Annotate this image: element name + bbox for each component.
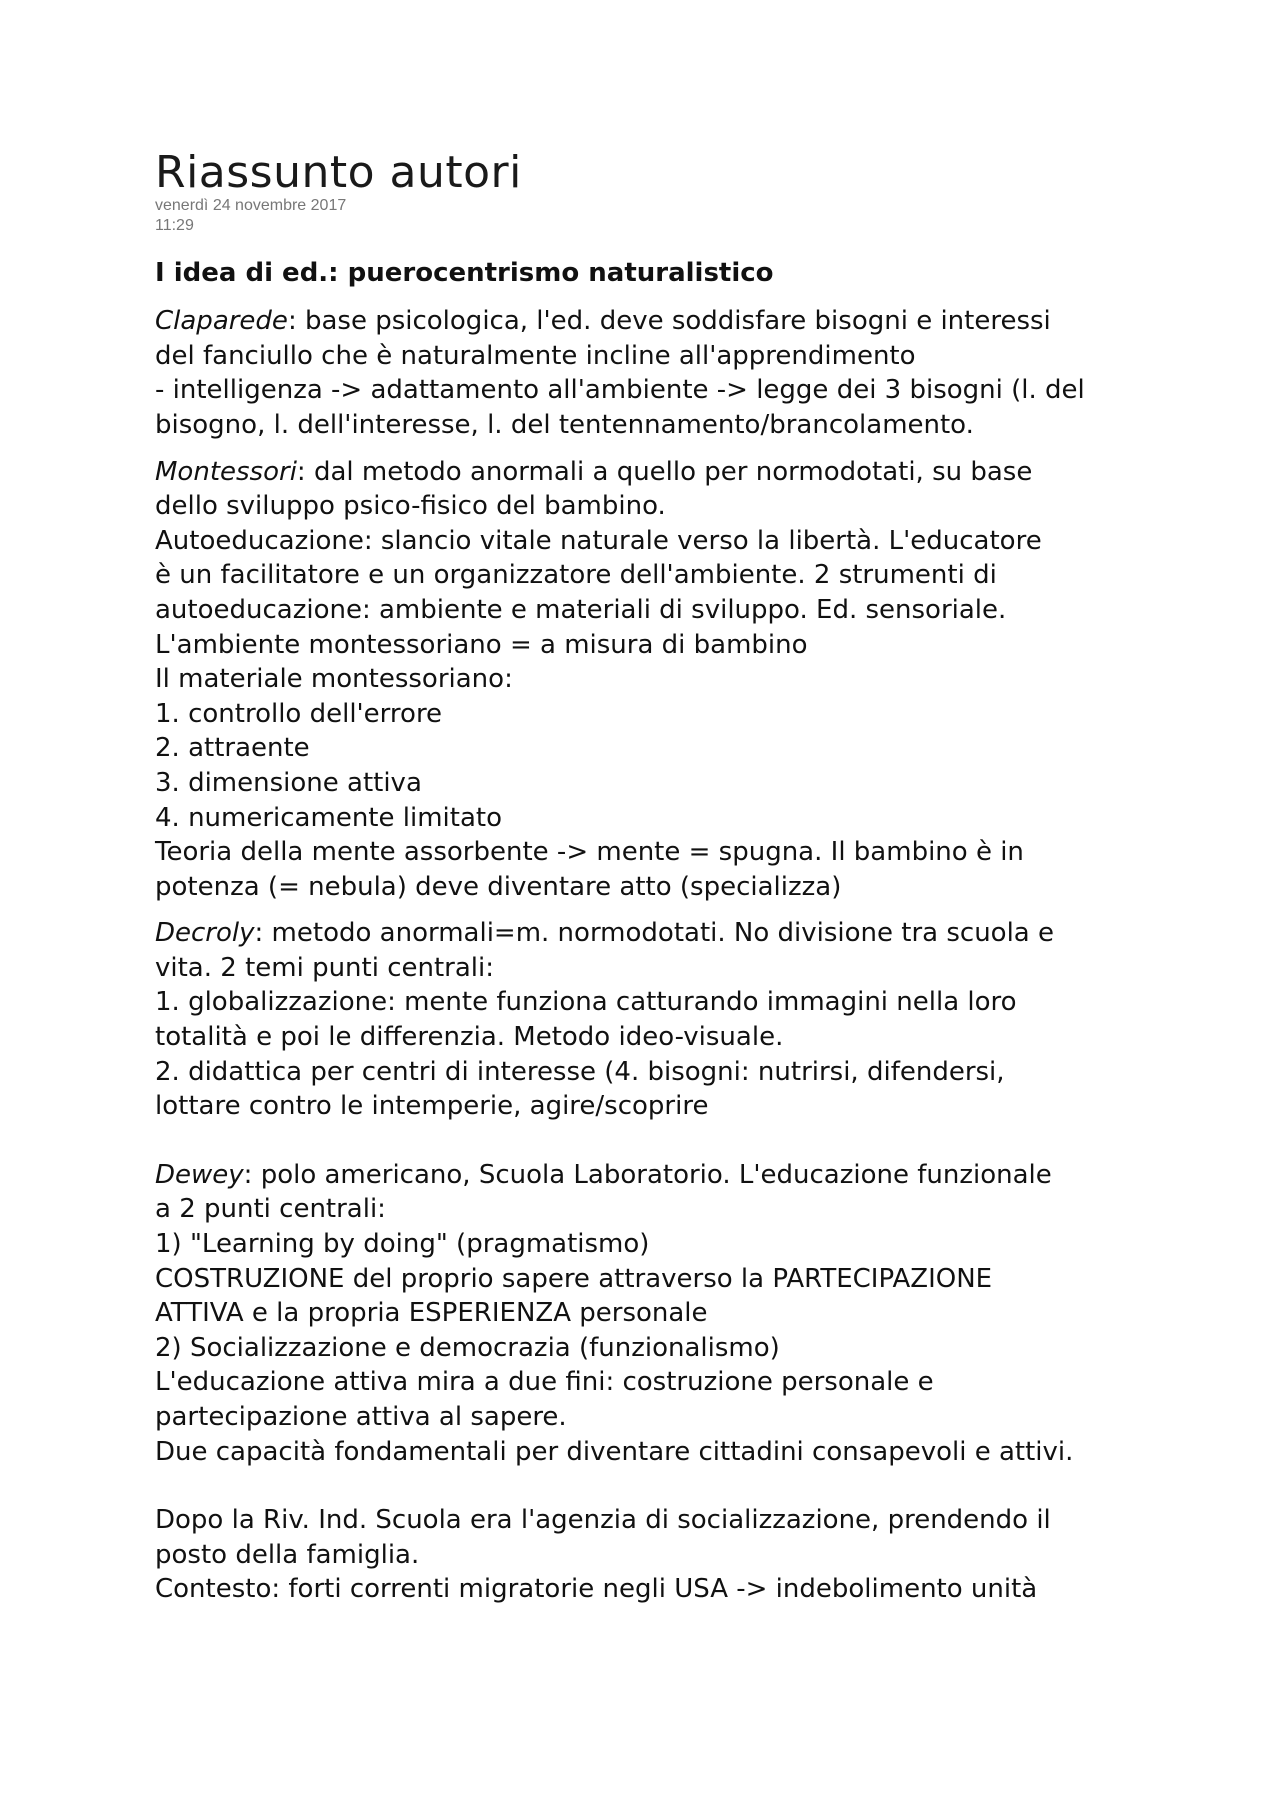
text-line (155, 916, 1155, 951)
text-line (155, 455, 1155, 490)
text-line (155, 304, 1155, 339)
text-span: : metodo anormali=m. normodotati. No divisione tra scuola e (254, 918, 1054, 949)
text-line: partecipazione attiva al sapere. (155, 1402, 567, 1432)
blank-line (155, 1124, 1155, 1158)
text-line: è un facilitatore e un organizzatore dell'ambiente. 2 strumenti di (155, 560, 997, 591)
text-line: Il materiale montessoriano: (155, 664, 513, 695)
text-line: L'ambiente montessoriano = a misura di bambino (155, 629, 808, 660)
text-line: totalità e poi le differenzia. Metodo ideo-visuale. (155, 1022, 784, 1053)
list-item: 1) "Learning by doing" (pragmatismo) (155, 1229, 650, 1260)
text-line: vita. 2 temi punti centrali: (155, 952, 495, 983)
page-title: Riassunto autori (155, 147, 522, 198)
text-span: : base psicologica, l'ed. deve soddisfare bisogni e interessi (287, 306, 1051, 337)
list-item: 1. controllo dell'errore (155, 698, 443, 729)
page-date: venerdì 24 novembre 2017 (155, 197, 347, 215)
text-line: dello sviluppo psico-fisico del bambino. (155, 491, 666, 522)
text-line (155, 1158, 1155, 1193)
author-name: Decroly (155, 918, 255, 949)
text-span: : dal metodo anormali a quello per normodotati, su base (296, 456, 1033, 487)
text-line: COSTRUZIONE del proprio sapere attraverso la PARTECIPAZIONE (155, 1263, 993, 1294)
text-line: a 2 punti centrali: (155, 1194, 386, 1225)
paragraph-montessori (155, 455, 1155, 905)
author-name: Montessori (155, 456, 297, 487)
text-line: Due capacità fondamentali per diventare cittadini consapevoli e attivi. (155, 1436, 1074, 1467)
text-line: L'educazione attiva mira a due fini: costruzione personale e (155, 1367, 934, 1398)
text-line: ATTIVA e la propria ESPERIENZA personale (155, 1298, 708, 1329)
text-line: Autoeducazione: slancio vitale naturale verso la libertà. L'educatore (155, 525, 1042, 556)
text-line: del fanciullo che è naturalmente incline all'apprendimento (155, 340, 916, 371)
blank-line (155, 1469, 1155, 1503)
list-item: 3. dimensione attiva (155, 767, 422, 798)
author-name: Claparede (155, 306, 288, 337)
list-item: 2. didattica per centri di interesse (4. bisogni: nutrirsi, difendersi, (155, 1056, 1005, 1087)
author-name: Dewey (155, 1159, 244, 1190)
page-time: 11:29 (155, 217, 194, 235)
text-line: Teoria della mente assorbente -> mente = spugna. Il bambino è in (155, 837, 1024, 868)
text-line: - intelligenza -> adattamento all'ambiente -> legge dei 3 bisogni (l. del (155, 375, 1085, 406)
list-item: 1. globalizzazione: mente funziona catturando immagini nella loro (155, 987, 1017, 1018)
list-item: 4. numericamente limitato (155, 802, 502, 833)
text-line: lottare contro le intemperie, agire/scoprire (155, 1091, 709, 1122)
text-line: Dopo la Riv. Ind. Scuola era l'agenzia di socializzazione, prendendo il (155, 1505, 1051, 1536)
text-line: potenza (= nebula) deve diventare atto (specializza) (155, 871, 842, 902)
text-line: Contesto: forti correnti migratorie negli USA -> indebolimento unità (155, 1574, 1038, 1605)
document-page (155, 147, 1155, 1619)
list-item: 2. attraente (155, 733, 310, 764)
section-heading: I idea di ed.: puerocentrismo naturalistico (155, 258, 774, 289)
list-item: 2) Socializzazione e democrazia (funzionalismo) (155, 1332, 780, 1363)
paragraph-claparede (155, 304, 1155, 442)
text-line: posto della famiglia. (155, 1539, 420, 1570)
text-span: : polo americano, Scuola Laboratorio. L'educazione funzionale (243, 1159, 1052, 1190)
text-line: autoeducazione: ambiente e materiali di sviluppo. Ed. sensoriale. (155, 594, 1007, 625)
text-line: bisogno, l. dell'interesse, l. del tentennamento/brancolamento. (155, 409, 974, 440)
paragraph-decroly (155, 916, 1155, 1607)
